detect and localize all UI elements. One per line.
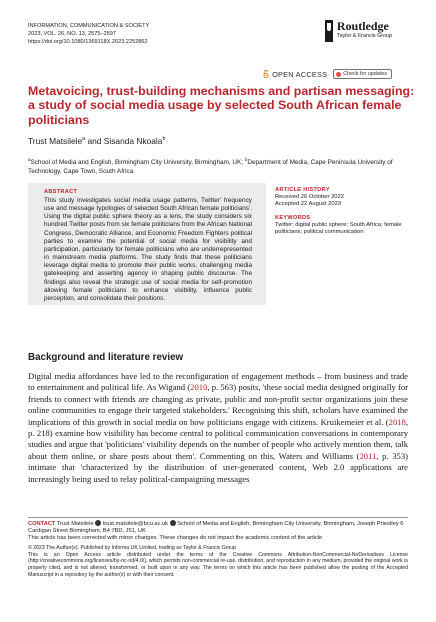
author-list (28, 136, 165, 146)
correction-note: This article has been corrected with minor changes. These changes do not impact the academic content of the article (28, 535, 323, 541)
author-2[interactable]: Sisanda Nkoala (103, 136, 163, 146)
author-1-sup: a (82, 136, 86, 143)
body-paragraph (28, 371, 408, 485)
open-lock-icon (263, 70, 269, 78)
citation-link-2[interactable]: 2018 (388, 416, 406, 427)
contact-block (28, 520, 408, 535)
body-text-2: , p. 563) posits, 'these social media designed originally for friends to connect with friends are changing as private, public and non-profit sector organizations join these online communities to engage their targeted stakeholders.' Recognising this shift, scholars have examined the implications of this growth in social media on how politicians engage with citizens. Kruikemeier et al. ( (28, 382, 409, 427)
check-updates-button[interactable] (333, 69, 392, 79)
affil-b-sup: b (244, 157, 248, 162)
citation-link-1[interactable]: 2010 (190, 382, 208, 393)
address-icon (170, 520, 176, 526)
open-access-badge (263, 70, 327, 79)
contact-name: Trust Matsilele (56, 521, 94, 527)
body-text-4: , p. 353) intimate that 'characterized by the distribution of user-generated content, Web 2.0 applications are increasingly being used to relay political-campaigning messages (28, 450, 408, 484)
crossmark-icon (336, 72, 341, 77)
keywords-heading: KEYWORDS (275, 214, 311, 221)
contact-email[interactable]: trust.matsilele@bcu.ac.uk (102, 521, 169, 527)
abstract-text: This study investigates social media usage patterns, Twitter' frequency use and message typologies of selected South African female politicians'. Using the digital public sphere theory as a lens, the study considers six hundred Twitter posts from six female politicians from the African National Congress, Democratic Alliance, and Economic Freedom Fighters political parties to examine the potential of social media for visibility and participation, particularly for female politicians who are underrepresented in mainstream media platforms. The study finds that these politicians leverage digital media to promote their public works, challenging media gatekeeping and asserting agency in shaping public discourse. The findings also reveal the strategic use of social media for self-promotion allowing female politicians to enhance visibility, influence public perception, and consolidate their positions. (44, 197, 252, 302)
copyright-block (28, 545, 408, 579)
publisher-sub: Taylor & Francis Group (336, 33, 392, 39)
affil-a-sup: a (28, 157, 31, 162)
section-heading: Background and literature review (28, 352, 184, 363)
affiliations (28, 155, 408, 176)
received-date: Received 26 October 2022 (275, 194, 344, 200)
doi-link[interactable]: https://doi.org/10.1080/1369118X.2023.2252862 (28, 39, 148, 46)
publisher-logo (325, 20, 392, 42)
routledge-logo-icon (325, 20, 333, 42)
access-row (263, 69, 392, 79)
contact-address: School of Media and English, Birmingham City University, Birmingham, Joseph Priestley 6 Cardigan Street Birmingham, B4 7BD, J51, UK (28, 521, 404, 535)
license-text: This is an Open Access article distributed under the terms of the Creative Commons Attribution-NonCommercial-NoDerivatives License (http://creativecommons.org/licenses/by-nc-nd/4.0/), which permits non-commercial re-use, distribution, and reproduction in any medium, provided the original work is properly cited, and is not altered, transformed, or built upon in any way. The terms on which this article has been published allow the posting of the Accepted Manuscript in a repository by the author(s) or with their consent. (28, 551, 408, 578)
contact-label: CONTACT (28, 521, 56, 527)
citation-link-3[interactable]: 2011 (359, 450, 377, 461)
check-updates-label: Check for updates (343, 71, 387, 77)
body-text-3: , p. 218) examine how visibility has become central to political communication conversations in contemporary studies and argue that 'politicians' visibility depends on the number of people who actively mention them, talk about them online, or share posts about them'. Commenting on this, Waters and Williams ( (28, 416, 408, 461)
keywords-text: Twitter; digital public sphere; South Africa; female politicians; political communication (275, 221, 402, 236)
abstract-heading: ABSTRACT (44, 189, 78, 195)
author-and: and (87, 136, 102, 146)
history-heading: ARTICLE HISTORY (275, 187, 330, 193)
copyright-line: © 2023 The Author(s). Published by Informa UK Limited, trading as Taylor & Francis Group (28, 545, 237, 551)
abstract-box (28, 183, 266, 305)
open-access-label: OPEN ACCESS (272, 69, 328, 79)
footer-divider (28, 517, 408, 518)
article-title: Metavoicing, trust-building mechanisms and partisan messaging: a study of social media usage by selected South African female politicians (28, 84, 415, 127)
email-icon (95, 520, 101, 526)
journal-header (28, 22, 149, 47)
journal-name: INFORMATION, COMMUNICATION & SOCIETY (28, 23, 150, 29)
accepted-date: Accepted 22 August 2023 (275, 201, 342, 208)
publisher-name: Routledge (336, 19, 389, 33)
affil-a: School of Media and English, Birmingham City University, Birmingham, UK; (30, 159, 244, 167)
author-2-sup: b (162, 136, 166, 143)
article-meta (275, 187, 405, 237)
journal-volume: 2023, VOL. 26, NO. 13, 2575–2597 (28, 31, 117, 38)
body-text-1: Digital media affordances have led to the reconfiguration of engagement methods – from business and trade to entertainment and political life. As Wigand ( (28, 371, 408, 393)
author-1[interactable]: Trust Matsilele (28, 136, 83, 146)
affil-b: Department of Media, Cape Peninsula University of Technology, Cape Town, South Africa (28, 159, 393, 176)
